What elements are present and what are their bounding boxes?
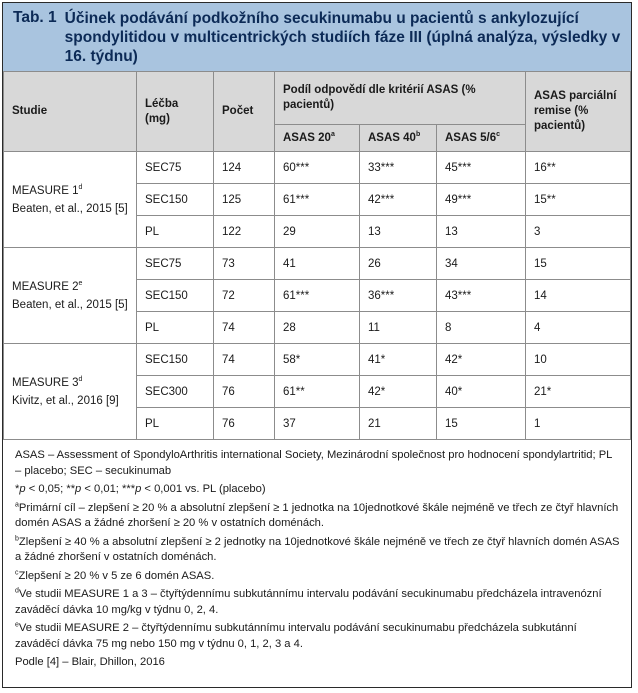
treatment-cell: PL	[137, 312, 214, 344]
note-c: $^c$Zlepšení ≥ 20 % v 5 ze 6 domén ASAS.	[15, 568, 215, 582]
partial-cell: 4	[526, 312, 631, 344]
partial-cell: 16**	[526, 152, 631, 184]
study-cell: MEASURE 3$^d$ Kivitz, et al., 2016 [9]	[4, 344, 137, 440]
asas20-cell: 29	[275, 216, 360, 248]
treatment-cell: SEC75	[137, 152, 214, 184]
asas56-cell: 42*	[437, 344, 526, 376]
asas40-cell: 33***	[360, 152, 437, 184]
header-asas56: ASAS 5/6$^c$	[437, 125, 526, 152]
asas40-cell: 41*	[360, 344, 437, 376]
note-a: $^a$Primární cíl – zlepšení ≥ 20 % a absolutní zlepšení ≥ 1 jednotka na 10jednotkové škále nejméně ve třech ze čtyř hlavních domén ASAS a žádné zhoršení ≥ 20 % v ostatních doménách.	[15, 500, 619, 529]
partial-cell: 15**	[526, 184, 631, 216]
asas56-cell: 8	[437, 312, 526, 344]
count-cell: 76	[214, 408, 275, 440]
asas56-cell: 34	[437, 248, 526, 280]
header-asas20: ASAS 20$^a$	[275, 125, 360, 152]
count-cell: 122	[214, 216, 275, 248]
treatment-cell: PL	[137, 408, 214, 440]
asas20-cell: 58*	[275, 344, 360, 376]
treatment-cell: SEC150	[137, 344, 214, 376]
count-cell: 72	[214, 280, 275, 312]
study-cell: MEASURE 2e Beaten, et al., 2015 [5]	[4, 248, 137, 344]
asas56-cell: 15	[437, 408, 526, 440]
treatment-cell: SEC75	[137, 248, 214, 280]
asas20-cell: 61**	[275, 376, 360, 408]
asas56-cell: 43***	[437, 280, 526, 312]
asas56-cell: 13	[437, 216, 526, 248]
asas40-cell: 11	[360, 312, 437, 344]
study-cell: MEASURE 1$^d$ Beaten, et al., 2015 [5]	[4, 152, 137, 248]
asas20-cell: 28	[275, 312, 360, 344]
asas20-cell: 61***	[275, 280, 360, 312]
table-row	[4, 152, 631, 184]
asas40-cell: 13	[360, 216, 437, 248]
asas56-cell: 45***	[437, 152, 526, 184]
treatment-cell: SEC300	[137, 376, 214, 408]
note-b: $^b$Zlepšení ≥ 40 % a absolutní zlepšení ≥ 2 jednotky na 10jednotkové škále nejméně ve třech ze čtyř hlavních domén ASAS a žádné zhoršení v ostatních doménách.	[15, 534, 620, 563]
treatment-cell: PL	[137, 216, 214, 248]
asas20-cell: 41	[275, 248, 360, 280]
header-study: Studie	[4, 72, 137, 152]
note-source: Podle [4] – Blair, Dhillon, 2016	[15, 656, 165, 668]
count-cell: 74	[214, 312, 275, 344]
note-significance: *p < 0,05; **p < 0,01; ***p < 0,001 vs. PL (placebo)	[15, 483, 266, 495]
asas40-cell: 26	[360, 248, 437, 280]
note-d: $^d$Ve studii MEASURE 1 a 3 – čtyřtýdennímu subkutánnímu intervalu podávání secukinumabu předcházela intravenózní zaváděcí dávka 10 mg/kg v týdnu 0, 2, 4.	[15, 587, 602, 616]
note-e: $^e$Ve studii MEASURE 2 – čtyřtýdennímu subkutánnímu intervalu podávání secukinumabu předcházela subkutánní zaváděcí dávka 75 mg nebo 150 mg v týdnu 0, 1, 2, 3 a 4.	[15, 621, 577, 650]
table-footnotes	[3, 440, 631, 671]
header-partial-remission: ASAS parciální remise (% pacientů)	[526, 72, 631, 152]
table-caption	[3, 3, 631, 71]
partial-cell: 1	[526, 408, 631, 440]
partial-cell: 15	[526, 248, 631, 280]
count-cell: 124	[214, 152, 275, 184]
table-row	[4, 344, 631, 376]
table-row	[4, 248, 631, 280]
table-title: Účinek podávání podkožního secukinumabu u pacientů s ankylozující spondylitidou v multicentrických studiích fáze III (úplná analýza, výsledky v 16. týdnu)	[64, 10, 621, 65]
table-number: Tab. 1	[13, 9, 57, 26]
asas40-cell: 21	[360, 408, 437, 440]
asas56-cell: 49***	[437, 184, 526, 216]
partial-cell: 14	[526, 280, 631, 312]
header-count: Počet	[214, 72, 275, 152]
count-cell: 73	[214, 248, 275, 280]
results-table	[3, 71, 631, 440]
header-treatment: Léčba (mg)	[137, 72, 214, 152]
header-asas40: ASAS 40$^b$	[360, 125, 437, 152]
asas20-cell: 61***	[275, 184, 360, 216]
partial-cell: 3	[526, 216, 631, 248]
treatment-cell: SEC150	[137, 280, 214, 312]
asas20-cell: 60***	[275, 152, 360, 184]
count-cell: 74	[214, 344, 275, 376]
asas40-cell: 42*	[360, 376, 437, 408]
note-abbreviations: ASAS – Assessment of SpondyloArthritis international Society, Mezinárodní společnost pro hodnocení spondylartritid; PL – placebo; SEC – secukinumab	[15, 449, 612, 477]
treatment-cell: SEC150	[137, 184, 214, 216]
header-asas-group: Podíl odpovědí dle kritérií ASAS (% pacientů)	[275, 72, 526, 125]
count-cell: 76	[214, 376, 275, 408]
partial-cell: 10	[526, 344, 631, 376]
asas40-cell: 42***	[360, 184, 437, 216]
asas56-cell: 40*	[437, 376, 526, 408]
table-figure	[2, 2, 632, 688]
asas40-cell: 36***	[360, 280, 437, 312]
partial-cell: 21*	[526, 376, 631, 408]
count-cell: 125	[214, 184, 275, 216]
asas20-cell: 37	[275, 408, 360, 440]
